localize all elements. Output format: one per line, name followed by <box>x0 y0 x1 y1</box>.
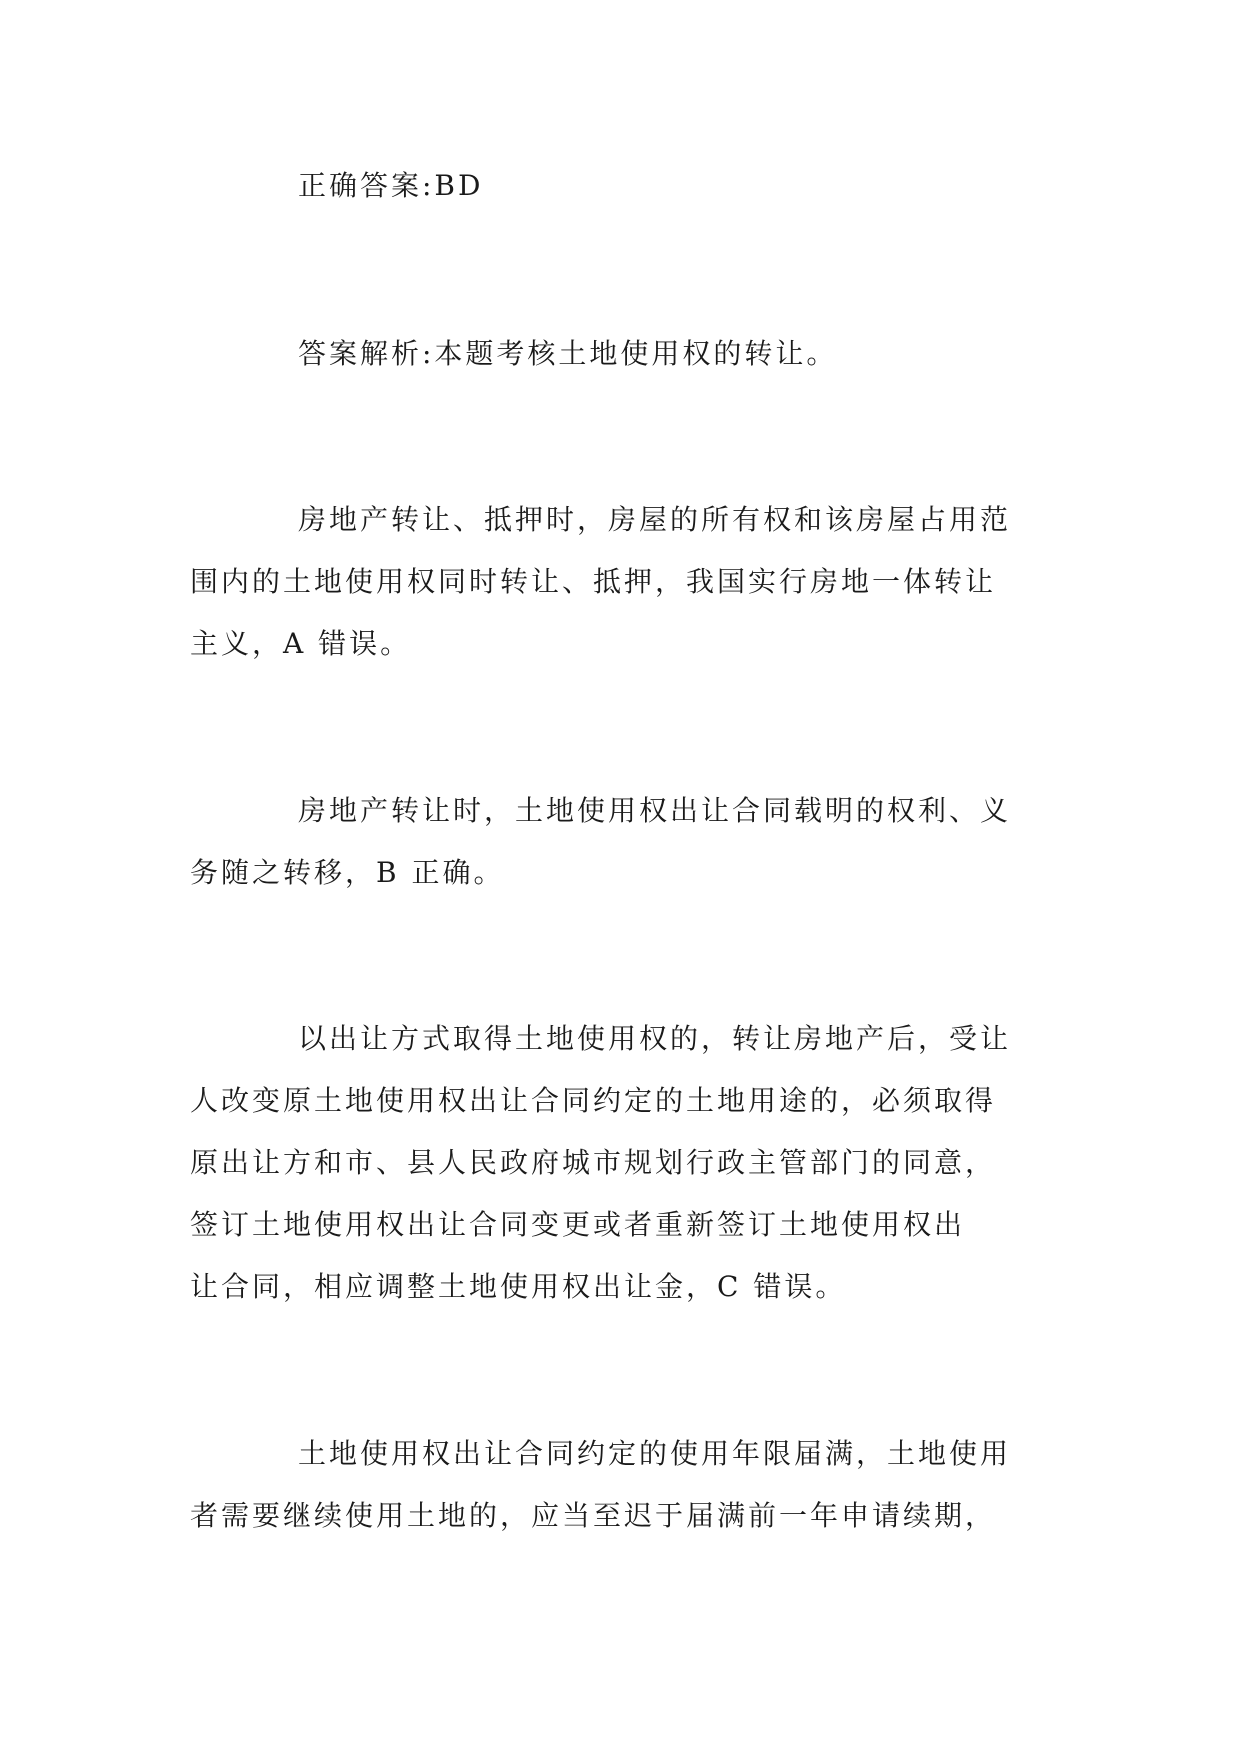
paragraph-line: 围内的土地使用权同时转让、抵押，我国实行房地一体转让 <box>190 565 997 598</box>
paragraph-line: 让合同，相应调整土地使用权出让金，C 错误。 <box>190 1270 847 1303</box>
paragraph-line: 土地使用权出让合同约定的使用年限届满，土地使用 <box>298 1437 1012 1470</box>
paragraph-line: 人改变原土地使用权出让合同约定的土地用途的，必须取得 <box>190 1084 997 1117</box>
paragraph-line: 房地产转让时，土地使用权出让合同载明的权利、义 <box>298 794 1012 827</box>
paragraph-line: 签订土地使用权出让合同变更或者重新签订土地使用权出 <box>190 1208 966 1241</box>
answer-line: 正确答案:BD <box>298 169 484 202</box>
paragraph-line: 者需要继续使用土地的，应当至迟于届满前一年申请续期， <box>190 1499 997 1532</box>
paragraph-line: 以出让方式取得土地使用权的，转让房地产后，受让 <box>298 1022 1012 1055</box>
paragraph-line: 原出让方和市、县人民政府城市规划行政主管部门的同意， <box>190 1146 997 1179</box>
paragraph-line: 房地产转让、抵押时，房屋的所有权和该房屋占用范 <box>298 503 1012 536</box>
paragraph-line: 主义，A 错误。 <box>190 627 412 660</box>
analysis-line: 答案解析:本题考核土地使用权的转让。 <box>298 337 838 370</box>
paragraph-line: 务随之转移，B 正确。 <box>190 856 505 889</box>
